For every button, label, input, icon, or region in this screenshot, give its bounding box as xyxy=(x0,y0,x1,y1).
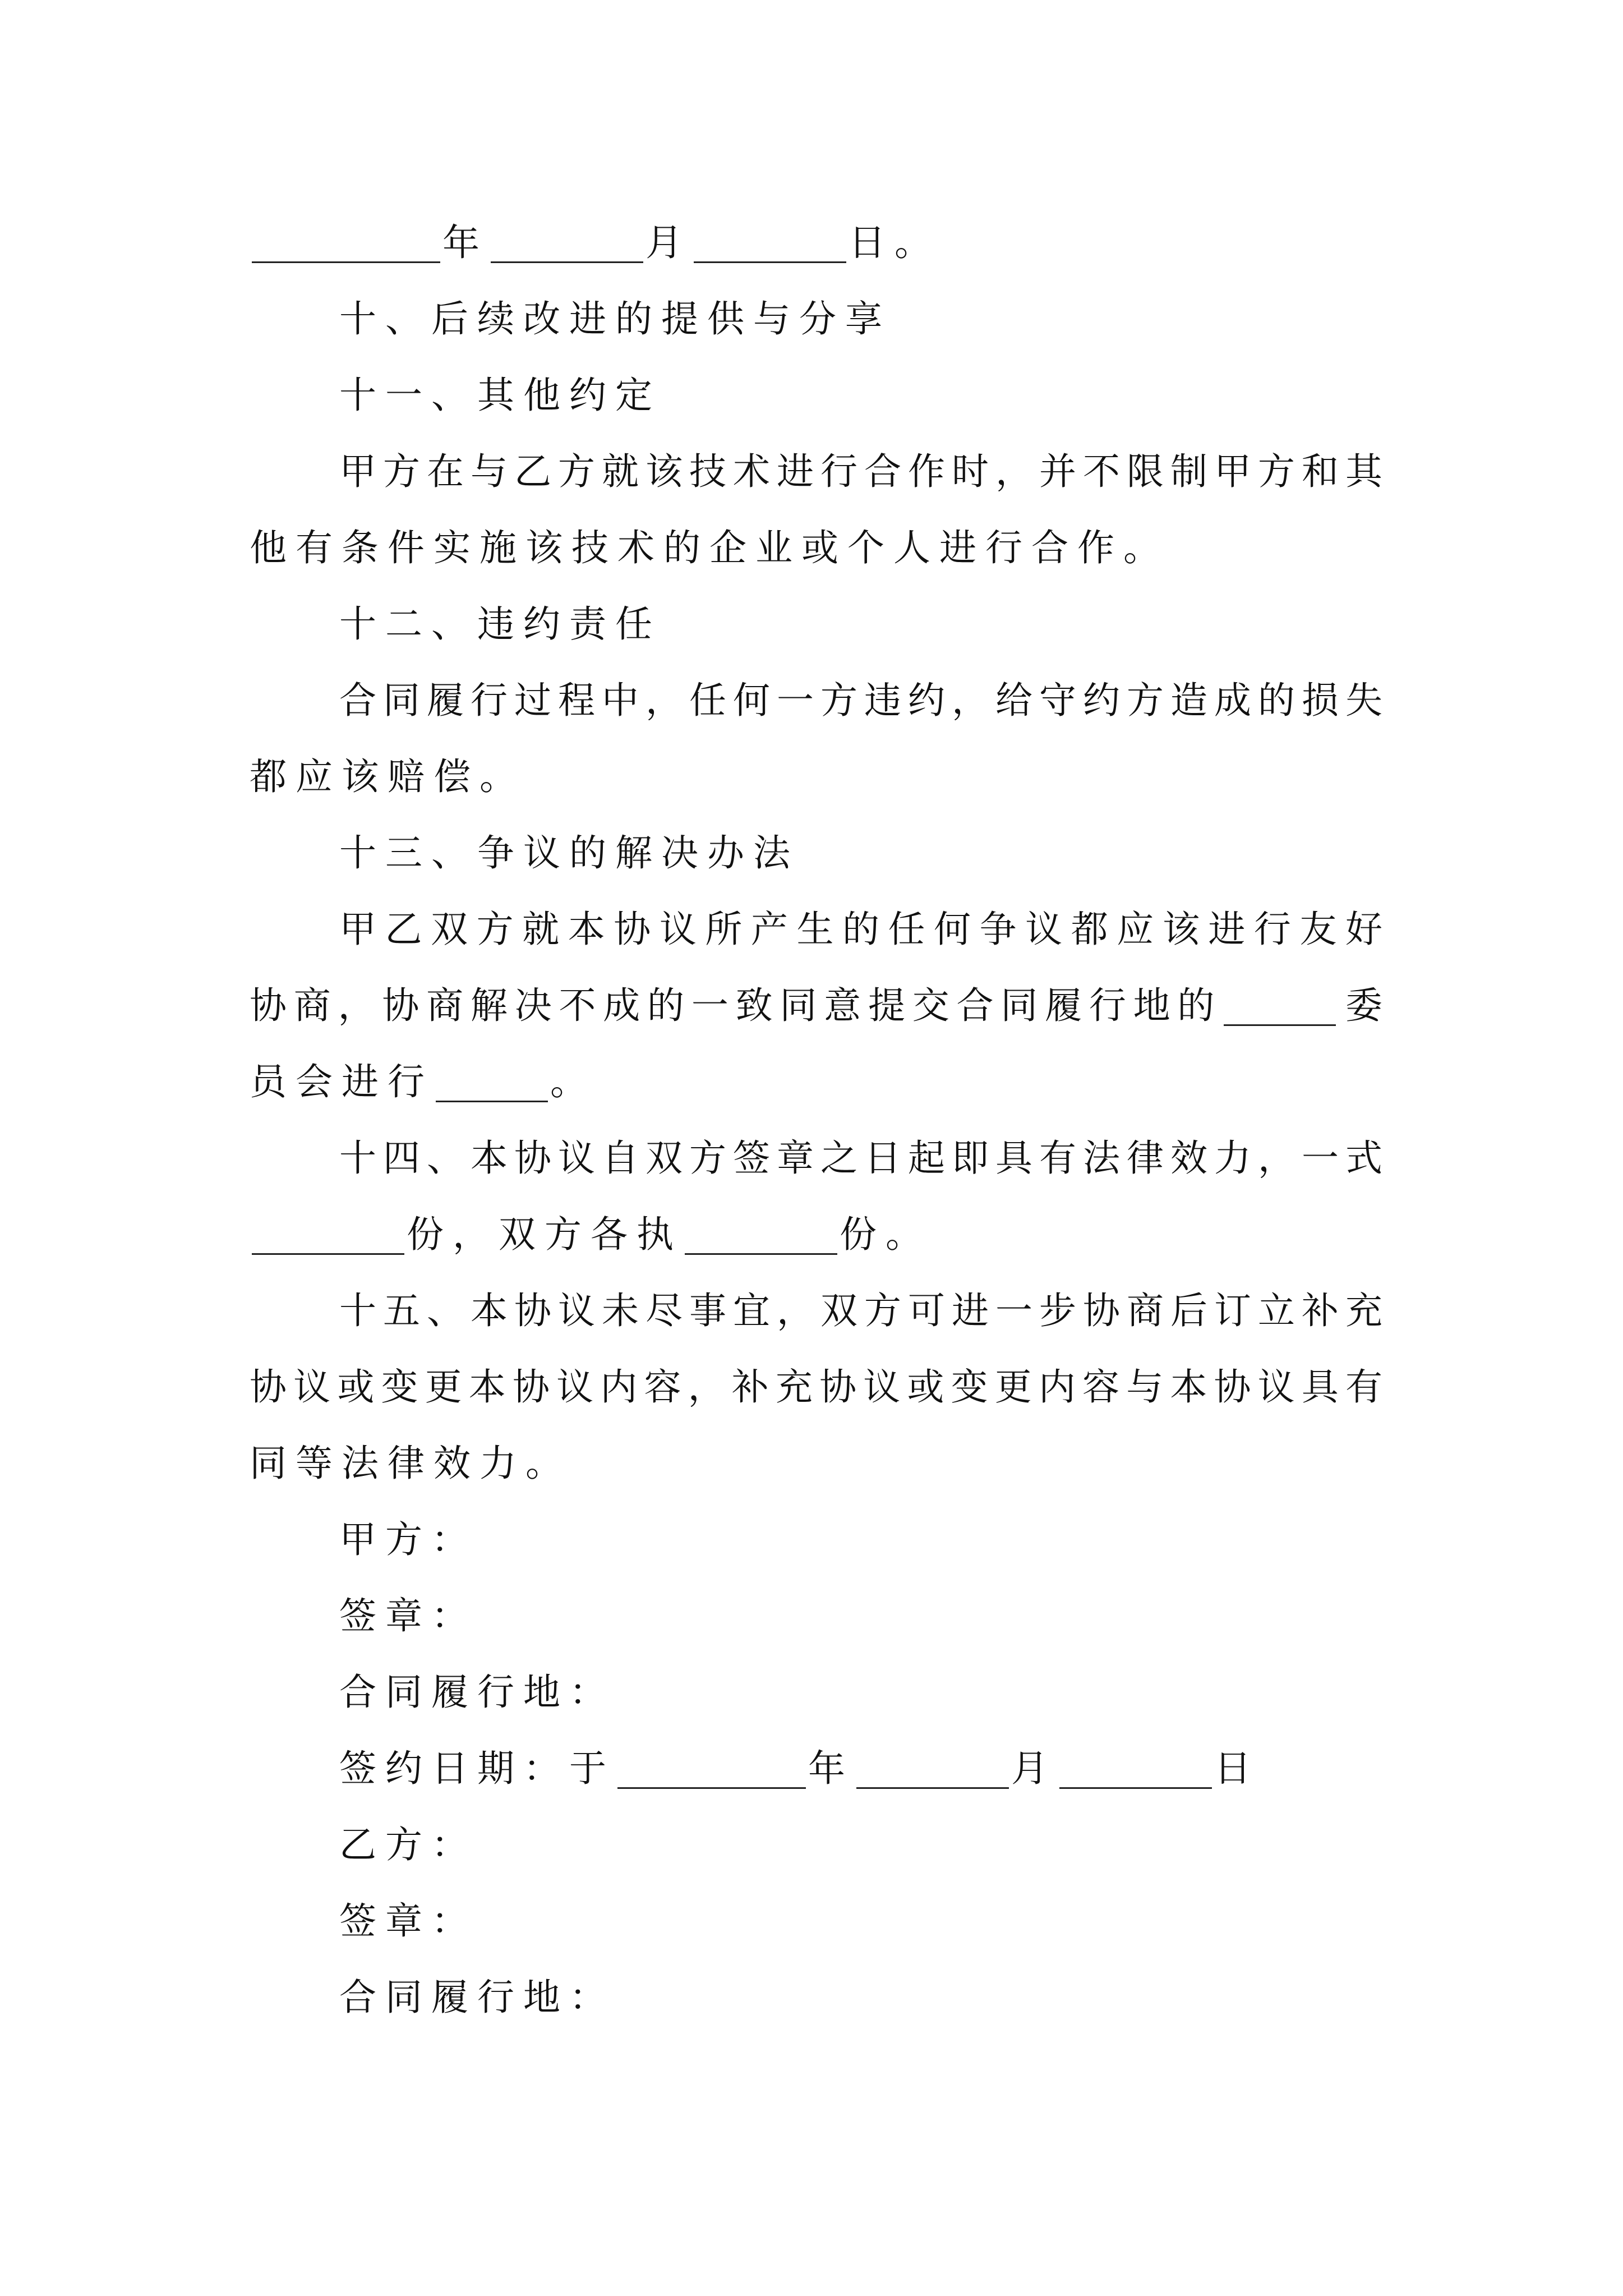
date-line-top xyxy=(250,205,1382,281)
section-13-text-line-2 xyxy=(250,968,1382,1044)
signing-month-blank xyxy=(856,1747,1009,1789)
method-blank xyxy=(436,1060,548,1102)
section-12-heading: 十二、违约责任 xyxy=(339,602,661,646)
section-15-text-line-1: 十五、本协议未尽事宜，双方可进一步协商后订立补充 xyxy=(339,1289,1382,1332)
section-15-text-line-2: 协议或变更本协议内容，补充协议或变更内容与本协议具有 xyxy=(250,1365,1382,1409)
section-13-text-part-c: 员会进行 xyxy=(250,1060,434,1103)
section-11-text-line-2: 他有条件实施该技术的企业或个人进行合作。 xyxy=(250,526,1169,569)
signing-day-label: 日 xyxy=(1214,1747,1260,1790)
section-13-heading: 十三、争议的解决办法 xyxy=(339,831,799,875)
section-11-heading: 十一、其他约定 xyxy=(339,374,661,417)
section-13-text-part-a: 协商，协商解决不成的一致同意提交合同履行地的 xyxy=(250,984,1222,1027)
section-13-text-line-1: 甲乙双方就本协议所产生的任何争议都应该进行友好 xyxy=(339,908,1382,951)
committee-blank xyxy=(1224,984,1336,1026)
section-12-text-line-1: 合同履行过程中，任何一方违约，给守约方造成的损失 xyxy=(339,679,1382,722)
year-label: 年 xyxy=(442,221,488,264)
party-a-seal-label: 签章： xyxy=(339,1594,477,1637)
section-14-text-part-a: 份，双方各执 xyxy=(407,1213,683,1256)
month-blank xyxy=(491,221,643,263)
month-label: 月 xyxy=(645,221,691,264)
signing-date-line xyxy=(250,1731,1382,1807)
signing-month-label: 月 xyxy=(1011,1747,1057,1790)
party-a-place-label: 合同履行地： xyxy=(339,1671,615,1714)
signing-year-label: 年 xyxy=(808,1747,854,1790)
section-10-heading: 十、后续改进的提供与分享 xyxy=(339,297,891,341)
year-blank xyxy=(252,221,440,263)
party-b-seal-label: 签章： xyxy=(339,1899,477,1943)
document-body xyxy=(250,205,1382,2036)
section-14-text-line-2 xyxy=(250,1197,1382,1273)
signing-day-blank xyxy=(1059,1747,1212,1789)
party-a-label: 甲方： xyxy=(339,1518,477,1561)
party-b-place-label: 合同履行地： xyxy=(339,1976,615,2019)
section-13-text-line-3 xyxy=(250,1044,1382,1120)
section-13-text-part-d: 。 xyxy=(550,1060,596,1103)
party-b-label: 乙方： xyxy=(339,1823,477,1866)
section-11-text-line-1: 甲方在与乙方就该技术进行合作时，并不限制甲方和其 xyxy=(339,450,1382,493)
signing-year-blank xyxy=(617,1747,806,1789)
section-14-text-part-b: 份。 xyxy=(840,1213,932,1256)
day-blank xyxy=(694,221,846,263)
section-12-text-line-2: 都应该赔偿。 xyxy=(250,755,525,798)
section-14-text-line-1: 十四、本协议自双方签章之日起即具有法律效力，一式 xyxy=(339,1137,1382,1180)
section-13-text-part-b: 委 xyxy=(1338,984,1382,1027)
copies-total-blank xyxy=(252,1213,404,1255)
copies-each-blank xyxy=(685,1213,837,1255)
day-label: 日。 xyxy=(849,221,940,264)
signing-date-label: 签约日期：于 xyxy=(339,1747,615,1790)
section-15-text-line-3: 同等法律效力。 xyxy=(250,1442,571,1485)
